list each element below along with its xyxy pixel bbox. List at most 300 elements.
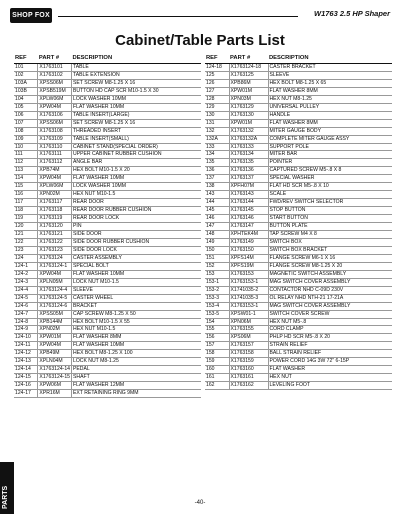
description-cell: FLAT WASHER 10MM: [72, 342, 201, 350]
table-row: [205, 79, 392, 87]
part-number-cell: X1763121: [38, 231, 72, 239]
part-number-cell: X1763112: [38, 159, 72, 167]
description-cell: EXT RETAINING RING 9MM: [72, 390, 201, 398]
ref-cell: 137: [205, 175, 229, 183]
ref-cell: 155: [205, 326, 229, 334]
part-number-cell: XPSB519M: [38, 87, 72, 95]
table-row: [14, 143, 201, 151]
part-number-cell: XPW01M: [229, 87, 268, 95]
part-number-cell: X1763124-1: [38, 262, 72, 270]
description-cell: SCALE: [268, 191, 392, 199]
ref-cell: 119: [14, 215, 38, 223]
ref-cell: 124-9: [14, 326, 38, 334]
part-number-cell: XPSS06M: [38, 119, 72, 127]
ref-cell: 101: [14, 64, 38, 72]
ref-cell: 132: [205, 127, 229, 135]
description-cell: CABINET STAND(SPECIAL ORDER): [72, 143, 201, 151]
description-cell: SWITCH COVER SCREW: [268, 310, 392, 318]
part-number-cell: X1763134: [229, 151, 268, 159]
part-number-cell: X1763135: [229, 159, 268, 167]
description-cell: FLAT WASHER 10MM: [72, 103, 201, 111]
description-cell: STOP BUTTON: [268, 207, 392, 215]
part-number-cell: X1763111: [38, 151, 72, 159]
table-row: [14, 119, 201, 127]
table-row: [14, 199, 201, 207]
ref-cell: 148: [205, 231, 229, 239]
description-cell: HEX BOLT M10-1.5 X 55: [72, 318, 201, 326]
table-row: [14, 103, 201, 111]
table-row: [205, 318, 392, 326]
part-number-cell: XPW01M: [229, 119, 268, 127]
description-cell: LOCK NUT M8-1.25: [72, 358, 201, 366]
table-row: [14, 342, 201, 350]
table-row: [205, 334, 392, 342]
table-row: [205, 159, 392, 167]
ref-cell: 143: [205, 191, 229, 199]
part-number-cell: XPW01M: [38, 334, 72, 342]
ref-cell: 153-4: [205, 302, 229, 310]
part-number-cell: X1763102: [38, 71, 72, 79]
description-cell: PIN: [72, 223, 201, 231]
ref-cell: 157: [205, 342, 229, 350]
description-cell: FLAT WASHER 12MM: [72, 382, 201, 390]
part-number-cell: X1763123: [38, 246, 72, 254]
part-number-cell: X1763109: [38, 135, 72, 143]
side-tab-label: PARTS: [2, 485, 9, 509]
table-row: [205, 103, 392, 111]
part-number-cell: XPW04M: [38, 270, 72, 278]
part-number-cell: XPW04M: [38, 103, 72, 111]
ref-cell: 124-2: [14, 270, 38, 278]
ref-cell: 124-12: [14, 350, 38, 358]
ref-cell: 126: [205, 79, 229, 87]
description-cell: SWITCH BOX: [268, 238, 392, 246]
parts-table-left: [14, 54, 201, 398]
part-number-cell: X1763161: [229, 374, 268, 382]
part-number-cell: XPFS14M: [229, 254, 268, 262]
table-row: [14, 207, 201, 215]
table-row: [205, 143, 392, 151]
description-cell: FWD/REV SWITCH SELECTOR: [268, 199, 392, 207]
part-number-cell: X1763153-1: [229, 302, 268, 310]
description-cell: MAG SWITCH COVER ASSEMBLY: [268, 302, 392, 310]
description-cell: MAGNETIC SWITCH ASSEMBLY: [268, 270, 392, 278]
ref-cell: 120: [14, 223, 38, 231]
table-row: [205, 238, 392, 246]
ref-cell: 147: [205, 223, 229, 231]
table-row: [205, 191, 392, 199]
ref-cell: 124-10: [14, 334, 38, 342]
part-number-cell: X1763159: [229, 358, 268, 366]
ref-cell: 124-11: [14, 342, 38, 350]
ref-cell: 108: [14, 127, 38, 135]
table-row: [14, 262, 201, 270]
table-row: [205, 262, 392, 270]
part-number-cell: XPFH07M: [229, 183, 268, 191]
description-cell: REAR DOOR RUBBER CUSHION: [72, 207, 201, 215]
ref-cell: 112: [14, 159, 38, 167]
description-cell: OL RELAY NHD NTH-21 17-21A: [268, 294, 392, 302]
ref-cell: 124-5: [14, 294, 38, 302]
part-number-cell: X1763144: [229, 199, 268, 207]
part-number-cell: X1763136: [229, 167, 268, 175]
description-cell: MITER BAR: [268, 151, 392, 159]
table-row: [14, 223, 201, 231]
table-row: [205, 87, 392, 95]
ref-cell: 150: [205, 246, 229, 254]
table-row: [14, 334, 201, 342]
part-number-cell: X1763155: [229, 326, 268, 334]
description-cell: TABLE: [72, 64, 201, 72]
description-cell: SPECIAL WASHER: [268, 175, 392, 183]
part-column-header: PART #: [229, 54, 268, 64]
part-number-cell: X1763160: [229, 366, 268, 374]
table-row: [205, 350, 392, 358]
part-number-cell: X1763147: [229, 223, 268, 231]
table-row: [205, 294, 392, 302]
description-cell: CASTER BRACKET: [268, 64, 392, 72]
description-cell: TABLE INSERT(SMALL): [72, 135, 201, 143]
description-cell: CAPTURED SCREW M5-.8 X 8: [268, 167, 392, 175]
table-row: [14, 167, 201, 175]
description-cell: FLAT WASHER 8MM: [268, 119, 392, 127]
table-row: [14, 79, 201, 87]
table-row: [14, 215, 201, 223]
table-row: [14, 374, 201, 382]
ref-cell: 135: [205, 159, 229, 167]
table-row: [14, 382, 201, 390]
table-row: [205, 286, 392, 294]
ref-cell: 153-2: [205, 286, 229, 294]
description-cell: POWER CORD 14G 3W 72" 6-15P: [268, 358, 392, 366]
description-cell: BUTTON HD CAP SCR M10-1.5 X 30: [72, 87, 201, 95]
description-cell: LOCK NUT M10-1.5: [72, 278, 201, 286]
model-label: W1763 2.5 HP Shaper: [313, 9, 390, 18]
ref-cell: 124-7: [14, 310, 38, 318]
part-number-cell: XPLW06M: [38, 95, 72, 103]
table-row: [205, 175, 392, 183]
part-number-cell: X1763153-1: [229, 278, 268, 286]
description-cell: REAR DOOR: [72, 199, 201, 207]
table-header-row: [205, 54, 392, 64]
table-header-row: [14, 54, 201, 64]
part-number-cell: X1763124-6: [38, 302, 72, 310]
description-cell: REAR DOOR LOCK: [72, 215, 201, 223]
table-row: [14, 278, 201, 286]
ref-cell: 124-6: [14, 302, 38, 310]
page-title: Cabinet/Table Parts List: [115, 32, 285, 49]
description-cell: HEX BOLT M8-1.25 X 65: [268, 79, 392, 87]
description-cell: SIDE DOOR LOCK: [72, 246, 201, 254]
description-cell: FLAT WASHER 8MM: [72, 334, 201, 342]
part-number-cell: XPB49M: [38, 350, 72, 358]
description-cell: STRAIN RELIEF: [268, 342, 392, 350]
part-number-cell: X1763124-5: [38, 294, 72, 302]
table-row: [14, 366, 201, 374]
part-number-cell: X1763110: [38, 143, 72, 151]
page-number: -40-: [194, 500, 206, 506]
ref-cell: 113: [14, 167, 38, 175]
shop-fox-logo: SHOP FOX: [10, 8, 52, 23]
part-number-cell: XPLN04M: [38, 358, 72, 366]
description-cell: SET SCREW M8-1.25 X 16: [72, 79, 201, 87]
ref-cell: 118: [14, 207, 38, 215]
description-cell: SLEEVE: [268, 71, 392, 79]
ref-cell: 124-13: [14, 358, 38, 366]
part-number-cell: XPN06M: [229, 318, 268, 326]
table-row: [205, 326, 392, 334]
table-row: [205, 135, 392, 143]
part-number-cell: XPW04M: [38, 175, 72, 183]
table-row: [205, 199, 392, 207]
parts-table-right: [205, 54, 392, 390]
parts-table-left-body: [14, 64, 201, 398]
ref-cell: 145: [205, 207, 229, 215]
description-cell: HEX BOLT M10-1.5 X 20: [72, 167, 201, 175]
ref-cell: 115: [14, 183, 38, 191]
description-cell: START BUTTON: [268, 215, 392, 223]
table-row: [14, 294, 201, 302]
ref-cell: 133: [205, 143, 229, 151]
table-row: [205, 374, 392, 382]
table-row: [14, 310, 201, 318]
table-row: [205, 302, 392, 310]
table-row: [14, 231, 201, 239]
ref-cell: 104: [14, 95, 38, 103]
table-row: [205, 231, 392, 239]
part-number-cell: XPLW06M: [38, 183, 72, 191]
ref-cell: 106: [14, 111, 38, 119]
part-number-cell: XPFS19M: [229, 262, 268, 270]
description-cell: SHAFT: [72, 374, 201, 382]
description-cell: TAP SCREW M4 X 8: [268, 231, 392, 239]
table-row: [205, 95, 392, 103]
part-number-cell: X1763108: [38, 127, 72, 135]
part-number-cell: X1763124-4: [38, 286, 72, 294]
table-row: [14, 175, 201, 183]
part-number-cell: XPB144M: [38, 318, 72, 326]
part-number-cell: X1763153: [229, 270, 268, 278]
ref-cell: 130: [205, 111, 229, 119]
ref-cell: 134: [205, 151, 229, 159]
description-cell: CASTER ASSEMBLY: [72, 254, 201, 262]
part-number-cell: XPN03M: [229, 95, 268, 103]
part-number-cell: X1763129: [229, 103, 268, 111]
description-cell: POINTER: [268, 159, 392, 167]
table-row: [14, 135, 201, 143]
ref-cell: 125: [205, 71, 229, 79]
description-cell: UNIVERSAL PULLEY: [268, 103, 392, 111]
table-row: [205, 151, 392, 159]
description-column-header: DESCRIPTION: [72, 54, 201, 64]
ref-cell: 149: [205, 238, 229, 246]
table-row: [14, 326, 201, 334]
description-cell: HEX NUT M10-1.5: [72, 326, 201, 334]
table-row: [205, 127, 392, 135]
table-row: [14, 318, 201, 326]
part-number-cell: X1763124-15: [39, 374, 71, 381]
description-cell: PHLP HD SCR M5-.8 X 20: [268, 334, 392, 342]
part-number-cell: X1741035-2: [229, 286, 268, 294]
table-row: [205, 223, 392, 231]
table-row: [14, 159, 201, 167]
table-row: [205, 64, 392, 72]
ref-cell: 102: [14, 71, 38, 79]
ref-cell: 124-15: [14, 374, 38, 382]
description-cell: HANDLE: [268, 111, 392, 119]
description-cell: TABLE EXTENSION: [72, 71, 201, 79]
part-number-cell: XPW04M: [38, 342, 72, 350]
ref-cell: 114: [14, 175, 38, 183]
ref-cell: 159: [205, 358, 229, 366]
description-cell: FLAT WASHER 10MM: [72, 175, 201, 183]
table-row: [14, 302, 201, 310]
description-cell: TABLE INSERT(LARGE): [72, 111, 201, 119]
ref-cell: 153-1: [205, 278, 229, 286]
ref-cell: 156: [205, 334, 229, 342]
description-cell: SPECIAL BOLT: [72, 262, 201, 270]
table-row: [205, 111, 392, 119]
ref-cell: 107: [14, 119, 38, 127]
table-row: [14, 191, 201, 199]
description-cell: SUPPORT POLE: [268, 143, 392, 151]
description-cell: COMPLETE MITER GAUGE ASSY: [268, 135, 392, 143]
description-cell: THREADED INSERT: [72, 127, 201, 135]
description-cell: BRACKET: [72, 302, 201, 310]
part-number-cell: X1763124: [38, 254, 72, 262]
part-number-cell: X1763143: [229, 191, 268, 199]
ref-cell: 122: [14, 238, 38, 246]
ref-cell: 128: [205, 95, 229, 103]
description-cell: HEX NUT M8-1.25: [268, 95, 392, 103]
part-number-cell: X1763118: [38, 207, 72, 215]
table-row: [14, 71, 201, 79]
ref-cell: 127: [205, 87, 229, 95]
ref-cell: 117: [14, 199, 38, 207]
part-number-cell: X1763122: [38, 238, 72, 246]
table-row: [14, 358, 201, 366]
table-row: [14, 64, 201, 72]
description-cell: HEX NUT: [268, 374, 392, 382]
description-cell: SIDE DOOR: [72, 231, 201, 239]
part-number-cell: X1763157: [229, 342, 268, 350]
table-row: [14, 238, 201, 246]
ref-cell: 124-18: [205, 64, 229, 72]
part-number-cell: X1763150: [229, 246, 268, 254]
description-cell: BUTTON PLATE: [268, 223, 392, 231]
ref-cell: 144: [205, 199, 229, 207]
part-number-cell: XPW06M: [38, 382, 72, 390]
table-row: [14, 111, 201, 119]
ref-cell: 124-3: [14, 278, 38, 286]
table-row: [14, 270, 201, 278]
ref-cell: 123: [14, 246, 38, 254]
table-row: [205, 254, 392, 262]
description-cell: FLANGE SCREW M8-1.25 X 20: [268, 262, 392, 270]
description-cell: CONTACTOR NHD C-09D 230V: [268, 286, 392, 294]
ref-cell: 124: [14, 254, 38, 262]
table-row: [205, 183, 392, 191]
part-number-cell: X1763133: [229, 143, 268, 151]
part-number-cell: XPB86M: [229, 79, 268, 87]
ref-cell: 158: [205, 350, 229, 358]
ref-cell: 131: [205, 119, 229, 127]
description-cell: HEX NUT M5-.8: [268, 318, 392, 326]
ref-cell: 160: [205, 366, 229, 374]
table-row: [14, 390, 201, 398]
ref-cell: 153-5: [205, 310, 229, 318]
part-number-cell: X1763120: [38, 223, 72, 231]
description-cell: PEDAL: [72, 366, 201, 374]
table-row: [205, 382, 392, 390]
ref-cell: 124-8: [14, 318, 38, 326]
description-cell: CASTER WHEEL: [72, 294, 201, 302]
table-row: [14, 350, 201, 358]
description-cell: MITER GAUGE BODY: [268, 127, 392, 135]
ref-cell: 124-4: [14, 286, 38, 294]
part-number-cell: X1763158: [229, 350, 268, 358]
description-cell: HEX NUT M10-1.5: [72, 191, 201, 199]
ref-cell: 109: [14, 135, 38, 143]
part-number-cell: X1763124-18: [229, 64, 268, 72]
ref-cell: 124-1: [14, 262, 38, 270]
part-number-cell: XPSS06M: [38, 79, 72, 87]
part-number-cell: X1763146: [229, 215, 268, 223]
part-number-cell: XPS06M: [229, 334, 268, 342]
part-number-cell: X1763124-14: [39, 366, 71, 373]
ref-cell: 161: [205, 374, 229, 382]
part-number-cell: X1763130: [229, 111, 268, 119]
part-number-cell: XPSW01-1: [229, 310, 268, 318]
part-number-cell: XPLN05M: [38, 278, 72, 286]
ref-cell: 121: [14, 231, 38, 239]
table-row: [14, 127, 201, 135]
description-cell: SIDE DOOR RUBBER CUSHION: [72, 238, 201, 246]
part-number-cell: XPN02M: [38, 326, 72, 334]
part-number-cell: X1763101: [38, 64, 72, 72]
part-number-cell: X1763149: [229, 238, 268, 246]
table-row: [14, 254, 201, 262]
table-row: [205, 270, 392, 278]
description-cell: LOCK WASHER 10MM: [72, 183, 201, 191]
ref-cell: 116: [14, 191, 38, 199]
table-row: [14, 246, 201, 254]
part-number-cell: X1763137: [229, 175, 268, 183]
description-cell: SLEEVE: [72, 286, 201, 294]
table-row: [205, 215, 392, 223]
ref-cell: 152: [205, 262, 229, 270]
description-cell: MAG SWITCH COVER ASSEMBLY: [268, 278, 392, 286]
table-row: [14, 286, 201, 294]
ref-cell: 153: [205, 270, 229, 278]
page-header: [10, 8, 390, 24]
description-cell: FLANGE SCREW M6-1 X 16: [268, 254, 392, 262]
table-row: [205, 207, 392, 215]
description-cell: LEVELING FOOT: [268, 382, 392, 390]
ref-cell: 105: [14, 103, 38, 111]
table-row: [205, 310, 392, 318]
ref-cell: 132A: [205, 135, 229, 143]
part-column-header: PART #: [38, 54, 72, 64]
ref-column-header: REF: [205, 54, 229, 64]
ref-cell: 110: [14, 143, 38, 151]
ref-column-header: REF: [14, 54, 38, 64]
ref-cell: 146: [205, 215, 229, 223]
part-number-cell: XPR16M: [38, 390, 72, 398]
description-column-header: DESCRIPTION: [268, 54, 392, 64]
header-rule: [58, 16, 298, 17]
part-number-cell: XPSS05M: [38, 310, 72, 318]
